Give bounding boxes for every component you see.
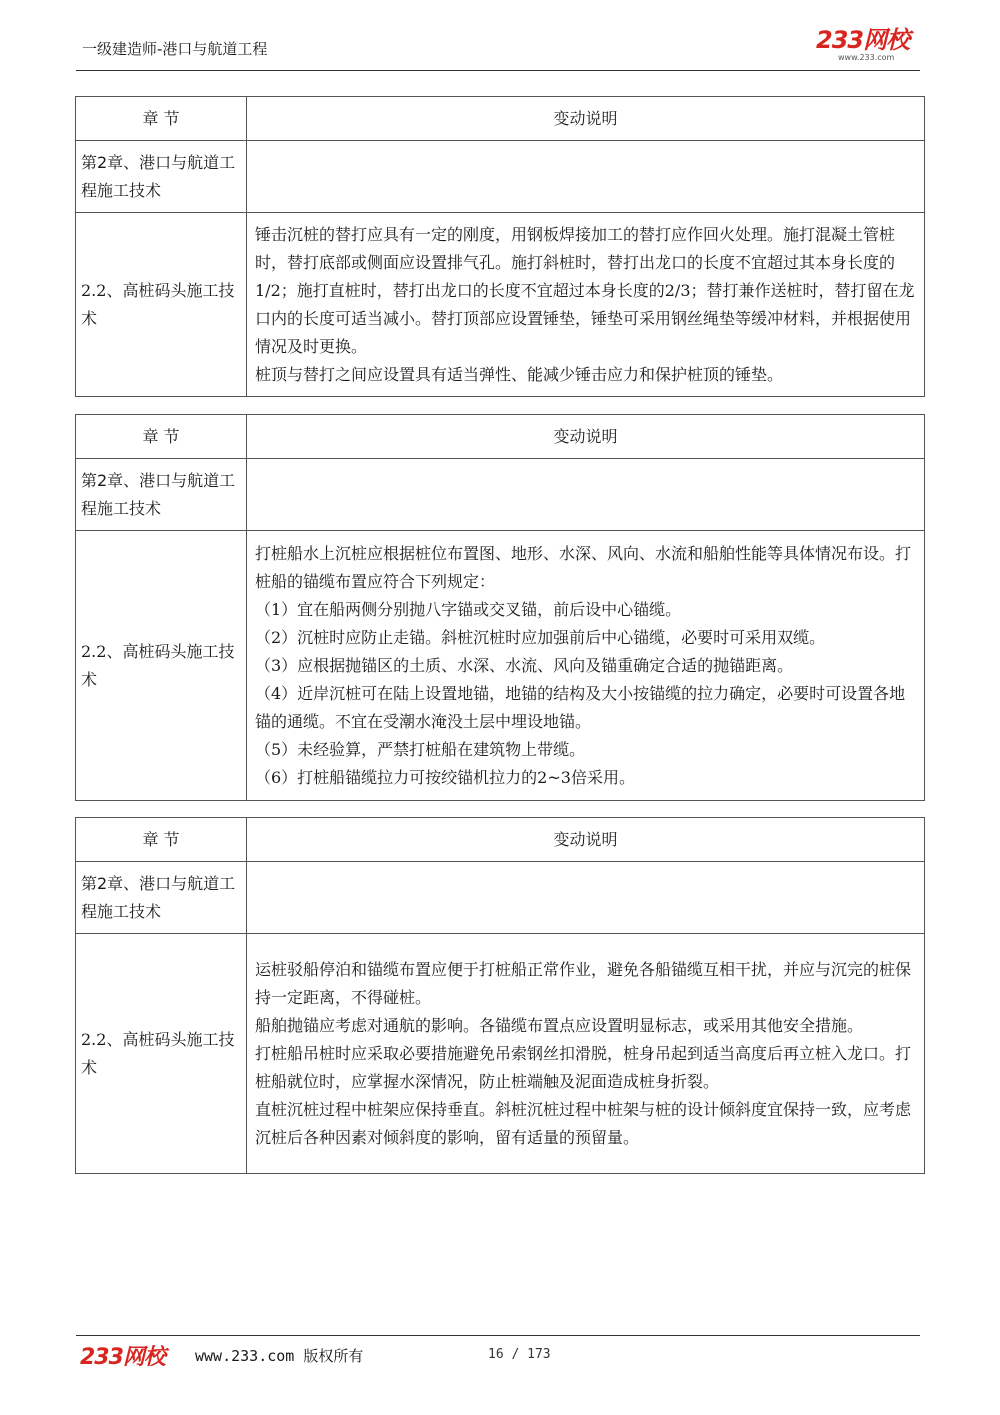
section-cell: 2.2、高桩码头施工技术 bbox=[76, 213, 247, 397]
paragraph: （1）宜在船两侧分别抛八字锚或交叉锚，前后设中心锚缆。 bbox=[255, 599, 682, 619]
paragraph: 打桩船吊桩时应采取必要措施避免吊索钢丝扣滑脱，桩身吊起到适当高度后再立桩入龙口。打桩船就位时，应掌握水深情况，防止桩端触及泥面造成桩身折裂。 bbox=[255, 1043, 912, 1091]
change-description bbox=[247, 213, 925, 397]
footer-divider bbox=[76, 1335, 920, 1336]
paragraph: 船舶抛锚应考虑对通航的影响。各锚缆布置点应设置明显标志，或采用其他安全措施。 bbox=[255, 1015, 864, 1035]
chapter-row bbox=[76, 862, 925, 934]
paragraph: （4）近岸沉桩可在陆上设置地锚，地锚的结构及大小按锚缆的拉力确定，必要时可设置各地锚的通缆。不宜在受潮水淹没土层中埋设地锚。 bbox=[255, 683, 906, 731]
chapter-desc-cell bbox=[247, 459, 925, 531]
section-cell: 2.2、高桩码头施工技术 bbox=[76, 531, 247, 801]
col-header-description: 变动说明 bbox=[247, 97, 925, 141]
footer-logo: 233网校 bbox=[80, 1345, 165, 1370]
section-cell: 2.2、高桩码头施工技术 bbox=[76, 934, 247, 1174]
change-table-2 bbox=[75, 414, 925, 801]
chapter-cell: 第2章、港口与航道工程施工技术 bbox=[76, 459, 247, 531]
chapter-row bbox=[76, 141, 925, 213]
col-header-description: 变动说明 bbox=[247, 818, 925, 862]
footer-copyright: www.233.com 版权所有 bbox=[195, 1347, 364, 1365]
table-header-row bbox=[76, 415, 925, 459]
paragraph: （5）未经验算，严禁打桩船在建筑物上带缆。 bbox=[255, 739, 586, 759]
logo-text: 233网校 bbox=[816, 26, 910, 54]
paragraph: 运桩驳船停泊和锚缆布置应便于打桩船正常作业，避免各船锚缆互相干扰，并应与沉完的桩保持一定距离，不得碰桩。 bbox=[255, 959, 912, 1007]
chapter-cell: 第2章、港口与航道工程施工技术 bbox=[76, 141, 247, 213]
header-divider bbox=[76, 70, 920, 71]
table-header-row bbox=[76, 97, 925, 141]
paragraph: 锤击沉桩的替打应具有一定的刚度，用钢板焊接加工的替打应作回火处理。施打混凝土管桩时，替打底部或侧面应设置排气孔。施打斜桩时，替打出龙口的长度不宜超过其本身长度的1/2；施打直桩时，替打出龙口的长度不宜超过本身长度的2/3；替打兼作送桩时，替打留在龙口内的长度可适当减小。替打顶部应设置锤垫，锤垫可采用钢丝绳垫等缓冲材料，并根据使用情况及时更换。 bbox=[255, 224, 915, 356]
chapter-desc-cell bbox=[247, 141, 925, 213]
col-header-description: 变动说明 bbox=[247, 415, 925, 459]
change-description bbox=[247, 531, 925, 801]
chapter-row bbox=[76, 459, 925, 531]
section-row bbox=[76, 531, 925, 801]
paragraph: 打桩船水上沉桩应根据桩位布置图、地形、水深、风向、水流和船舶性能等具体情况布设。打桩船的锚缆布置应符合下列规定： bbox=[255, 543, 912, 591]
change-table-3 bbox=[75, 817, 925, 1174]
paragraph: 桩顶与替打之间应设置具有适当弹性、能减少锤击应力和保护桩顶的锤垫。 bbox=[255, 364, 784, 384]
paragraph: 直桩沉桩过程中桩架应保持垂直。斜桩沉桩过程中桩架与桩的设计倾斜度宜保持一致，应考虑沉桩后各种因素对倾斜度的影响，留有适量的预留量。 bbox=[255, 1099, 912, 1147]
paragraph: （2）沉桩时应防止走锚。斜桩沉桩时应加强前后中心锚缆，必要时可采用双缆。 bbox=[255, 627, 826, 647]
col-header-chapter: 章 节 bbox=[76, 97, 247, 141]
col-header-chapter: 章 节 bbox=[76, 415, 247, 459]
chapter-cell: 第2章、港口与航道工程施工技术 bbox=[76, 862, 247, 934]
col-header-chapter: 章 节 bbox=[76, 818, 247, 862]
paragraph: （6）打桩船锚缆拉力可按绞锚机拉力的2~3倍采用。 bbox=[255, 767, 635, 787]
brand-logo bbox=[816, 28, 920, 62]
paragraph: （3）应根据抛锚区的土质、水深、水流、风向及锚重确定合适的抛锚距离。 bbox=[255, 655, 794, 675]
change-description bbox=[247, 934, 925, 1174]
page-header-title: 一级建造师-港口与航道工程 bbox=[82, 40, 268, 58]
section-row bbox=[76, 213, 925, 397]
chapter-desc-cell bbox=[247, 862, 925, 934]
section-row bbox=[76, 934, 925, 1174]
change-table-1 bbox=[75, 96, 925, 397]
page-number: 16 / 173 bbox=[488, 1347, 551, 1362]
logo-url: www.233.com bbox=[838, 53, 895, 62]
table-header-row bbox=[76, 818, 925, 862]
